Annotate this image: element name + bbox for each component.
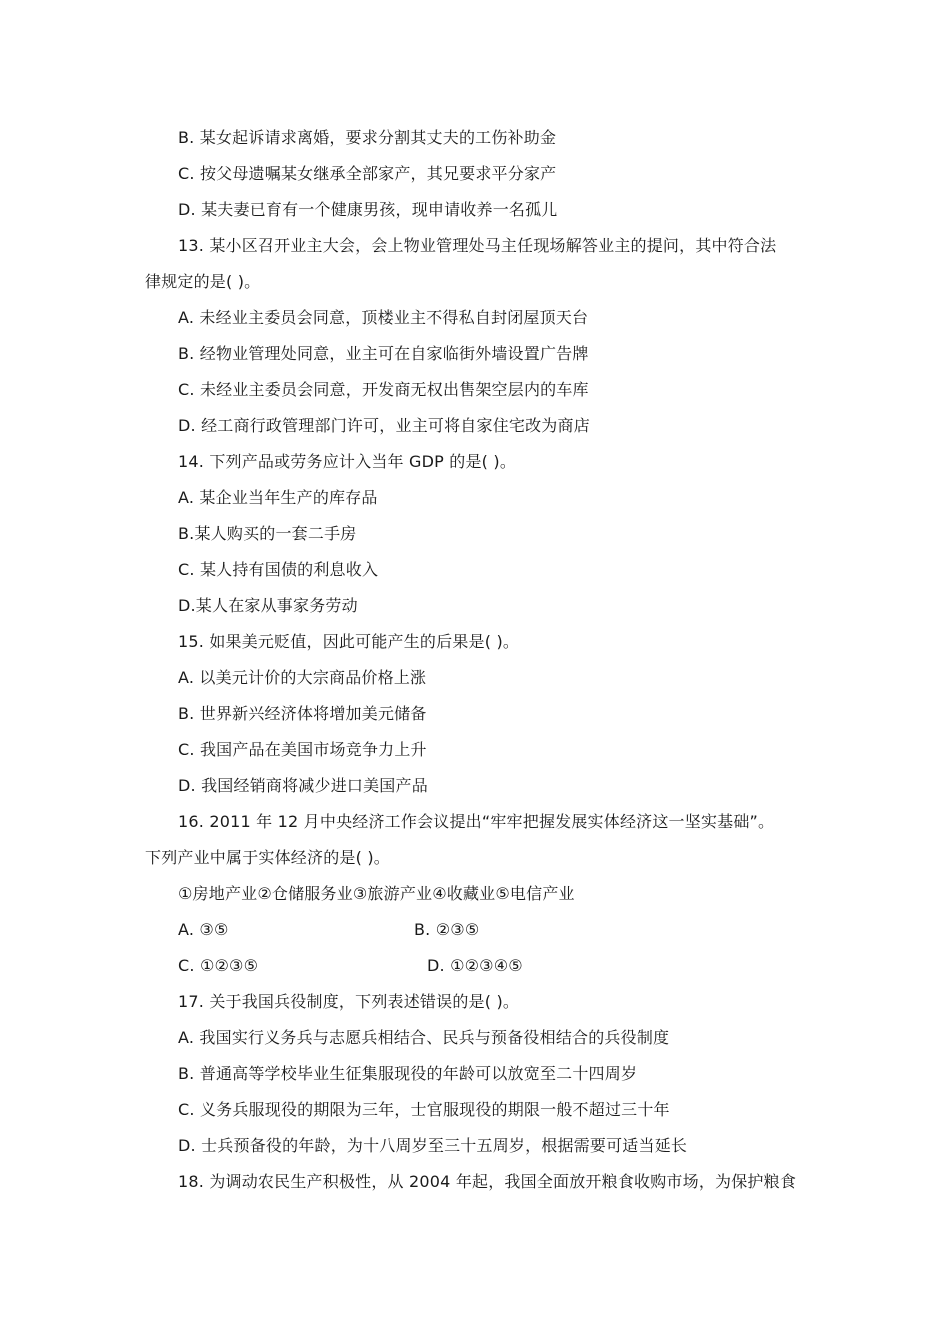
q14-stem: 14. 下列产品或劳务应计入当年 GDP 的是( )。 [178, 452, 517, 471]
q16-option-b: B. ②③⑤ [414, 920, 480, 939]
q13-option-c: C. 未经业主委员会同意，开发商无权出售架空层内的车库 [178, 380, 589, 399]
q16-option-c: C. ①②③⑤ [178, 956, 259, 975]
q14-option-a: A. 某企业当年生产的库存品 [178, 488, 378, 507]
q17-stem: 17. 关于我国兵役制度，下列表述错误的是( )。 [178, 992, 520, 1011]
q14-option-b: B.某人购买的一套二手房 [178, 524, 357, 543]
q16-stem-line-1: 16. 2011 年 12 月中央经济工作会议提出“牢牢把握发展实体经济这一坚实基础”。 [178, 812, 775, 831]
q14-option-d: D.某人在家从事家务劳动 [178, 596, 358, 615]
q16-stem-line-2: 下列产业中属于实体经济的是( )。 [145, 848, 390, 867]
q13-stem-line-1: 13. 某小区召开业主大会，会上物业管理处马主任现场解答业主的提问，其中符合法 [178, 236, 777, 255]
q13-stem-line-2: 律规定的是( )。 [145, 272, 261, 291]
q17-option-a: A. 我国实行义务兵与志愿兵相结合、民兵与预备役相结合的兵役制度 [178, 1028, 670, 1047]
q13-option-a: A. 未经业主委员会同意，顶楼业主不得私自封闭屋顶天台 [178, 308, 589, 327]
q15-option-a: A. 以美元计价的大宗商品价格上涨 [178, 668, 427, 687]
q12-option-d: D. 某夫妻已育有一个健康男孩，现申请收养一名孤儿 [178, 200, 558, 219]
q17-option-d: D. 士兵预备役的年龄，为十八周岁至三十五周岁，根据需要可适当延长 [178, 1136, 688, 1155]
q18-stem-line-1: 18. 为调动农民生产积极性，从 2004 年起，我国全面放开粮食收购市场，为保护粮食 [178, 1172, 797, 1191]
q14-option-c: C. 某人持有国债的利息收入 [178, 560, 379, 579]
q12-option-b: B. 某女起诉请求离婚，要求分割其丈夫的工伤补助金 [178, 128, 557, 147]
q15-option-c: C. 我国产品在美国市场竞争力上升 [178, 740, 427, 759]
q16-option-d: D. ①②③④⑤ [427, 956, 523, 975]
q15-stem: 15. 如果美元贬值，因此可能产生的后果是( )。 [178, 632, 520, 651]
q13-option-b: B. 经物业管理处同意，业主可在自家临街外墙设置广告牌 [178, 344, 589, 363]
q13-option-d: D. 经工商行政管理部门许可，业主可将自家住宅改为商店 [178, 416, 590, 435]
q17-option-c: C. 义务兵服现役的期限为三年，士官服现役的期限一般不超过三十年 [178, 1100, 670, 1119]
q16-option-a: A. ③⑤ [178, 920, 229, 939]
q12-option-c: C. 按父母遗嘱某女继承全部家产，其兄要求平分家产 [178, 164, 557, 183]
q15-option-d: D. 我国经销商将减少进口美国产品 [178, 776, 428, 795]
q16-items: ①房地产业②仓储服务业③旅游产业④收藏业⑤电信产业 [178, 884, 575, 903]
q17-option-b: B. 普通高等学校毕业生征集服现役的年龄可以放宽至二十四周岁 [178, 1064, 638, 1083]
q15-option-b: B. 世界新兴经济体将增加美元储备 [178, 704, 427, 723]
